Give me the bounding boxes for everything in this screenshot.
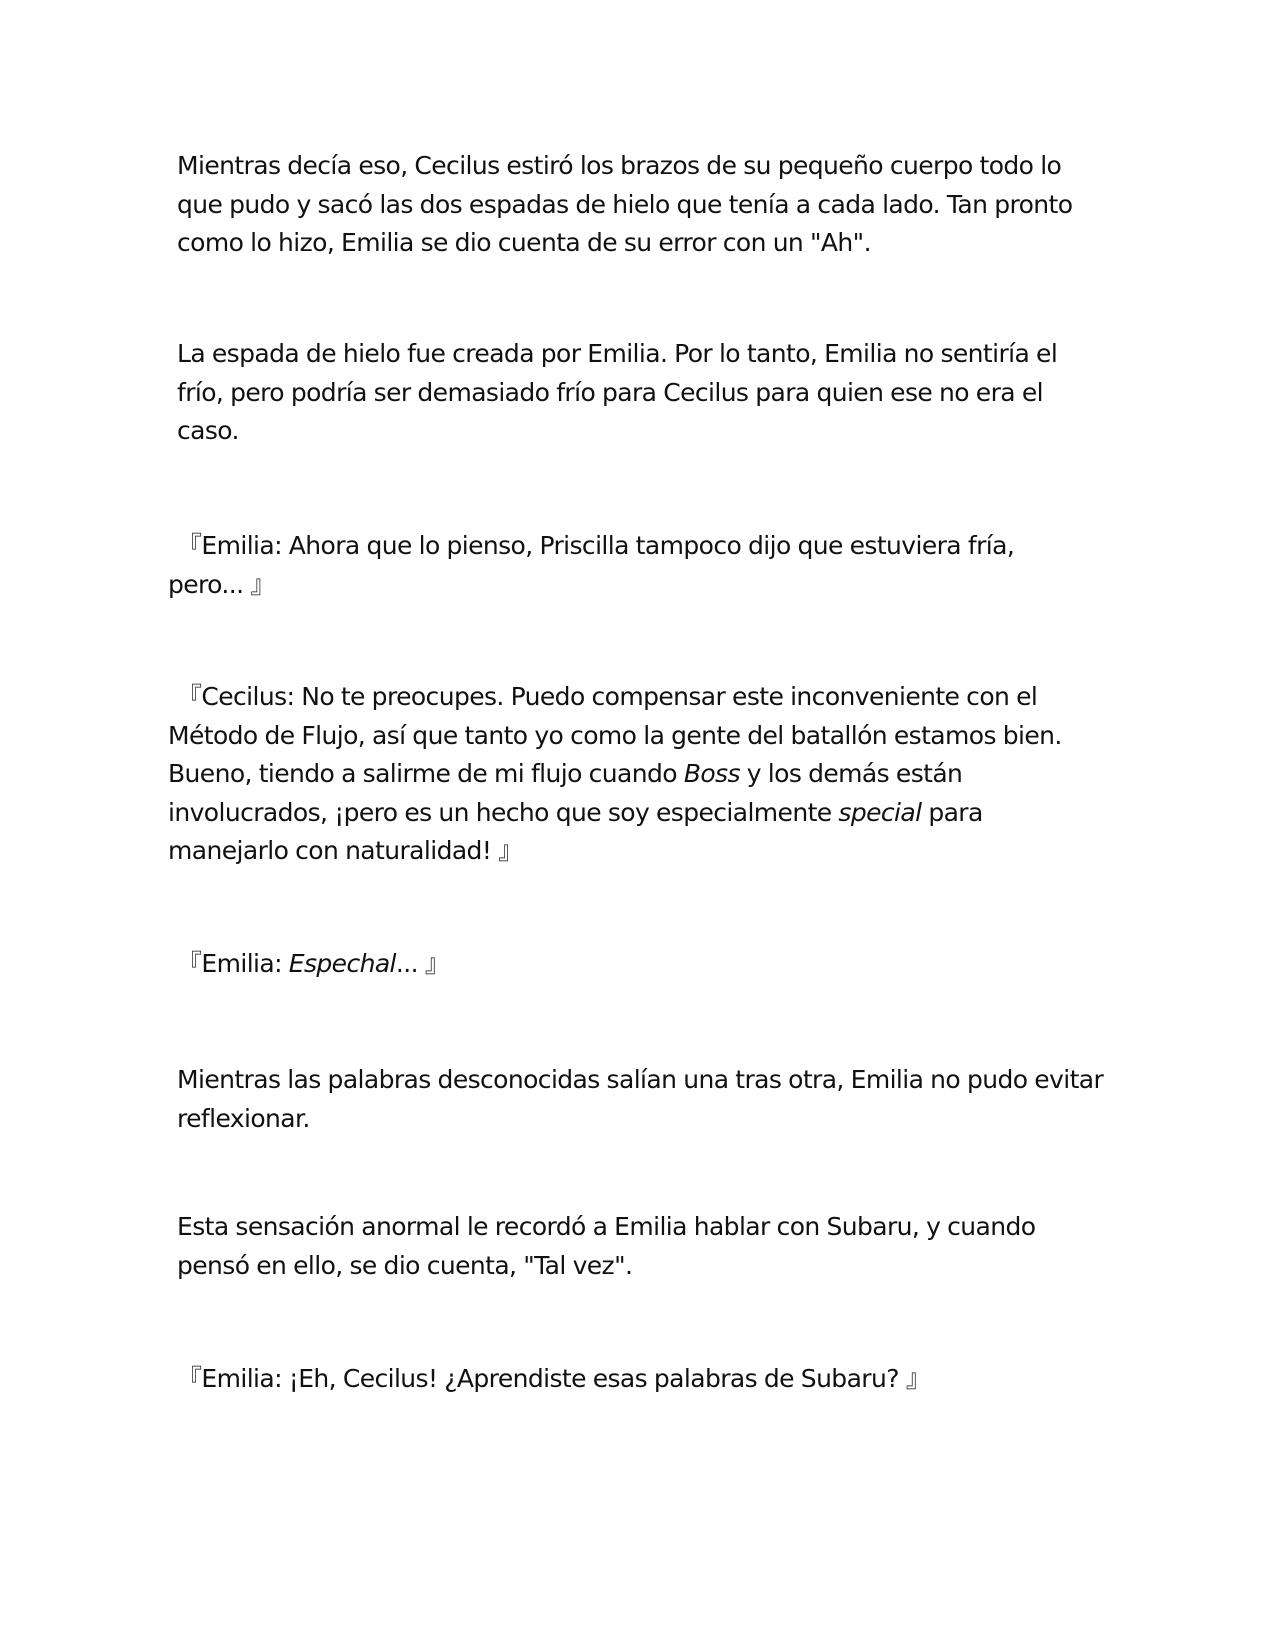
text-line: 『Cecilus: No te preocupes. Puedo compensar este inconveniente con el	[177, 682, 1038, 711]
dialogue-paragraph	[168, 678, 1107, 871]
text-run: 『Emilia:	[177, 949, 289, 978]
dialogue-paragraph	[168, 527, 1107, 604]
text-line: pensó en ello, se dio cuenta, "Tal vez".	[177, 1250, 633, 1280]
narration-paragraph	[177, 1208, 1107, 1285]
text-line: La espada de hielo fue creada por Emilia. Por lo tanto, Emilia no sentiría el	[177, 339, 1058, 368]
text-run: ... 』	[395, 949, 450, 978]
text-line: Mientras decía eso, Cecilus estiró los brazos de su pequeño cuerpo todo lo	[177, 151, 1062, 180]
narration-paragraph	[177, 1061, 1107, 1138]
italic-term: Boss	[683, 759, 740, 788]
narration-paragraph	[177, 147, 1107, 263]
text-line: Mientras las palabras desconocidas salían una tras otra, Emilia no pudo evitar	[177, 1065, 1104, 1094]
dialogue-paragraph	[177, 945, 1107, 984]
text-run: para	[921, 797, 983, 827]
text-line: caso.	[177, 416, 239, 445]
text-line: frío, pero podría ser demasiado frío para Cecilus para quien ese no era el	[177, 377, 1043, 407]
text-run: involucrados, ¡pero es un hecho que soy especialmente	[168, 797, 839, 827]
narration-paragraph	[177, 335, 1107, 451]
text-line	[168, 755, 1107, 794]
text-line: 『Emilia: Ahora que lo pienso, Priscilla tampoco dijo que estuviera fría,	[177, 531, 1015, 560]
dialogue-paragraph	[177, 1360, 1107, 1399]
text-line	[168, 794, 1107, 833]
text-line: como lo hizo, Emilia se dio cuenta de su error con un "Ah".	[177, 228, 871, 257]
text-run: Bueno, tiendo a salirme de mi flujo cuando	[168, 759, 684, 788]
italic-term: Espechal	[288, 949, 396, 978]
italic-term: special	[838, 797, 922, 827]
text-line: que pudo y sacó las dos espadas de hielo que tenía a cada lado. Tan pronto	[177, 189, 1073, 219]
text-line: pero... 』	[168, 569, 275, 599]
text-line	[177, 945, 1107, 984]
text-line: Método de Flujo, así que tanto yo como la gente del batallón estamos bien.	[168, 720, 1062, 750]
text-line: Esta sensación anormal le recordó a Emilia hablar con Subaru, y cuando	[177, 1212, 1036, 1241]
text-run: y los demás están	[739, 759, 963, 788]
text-line: manejarlo con naturalidad! 』	[168, 836, 523, 865]
text-line: reflexionar.	[177, 1103, 310, 1133]
text-line: 『Emilia: ¡Eh, Cecilus! ¿Aprendiste esas palabras de Subaru? 』	[177, 1364, 931, 1393]
